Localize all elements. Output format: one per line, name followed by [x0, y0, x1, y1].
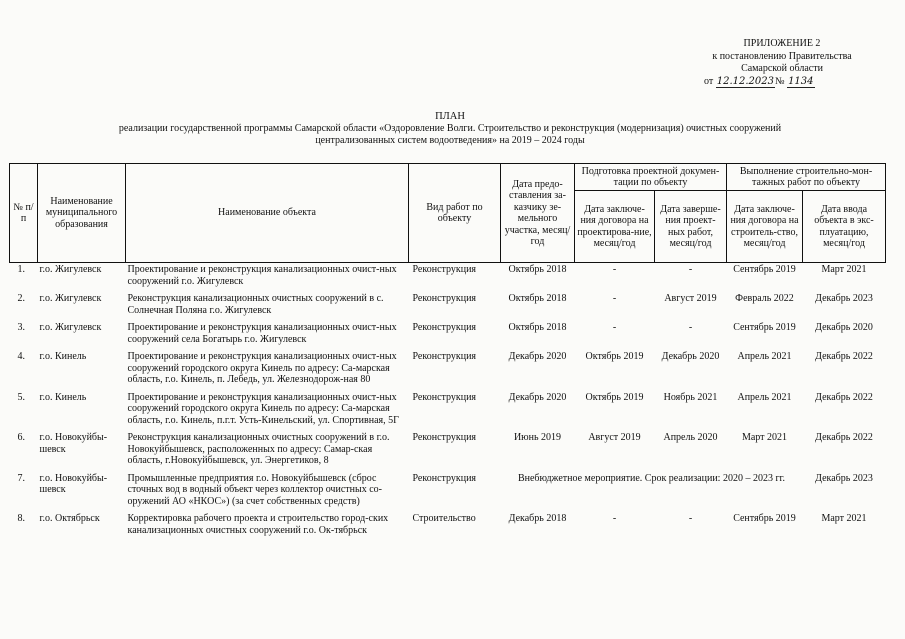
cell-work-type: Реконструкция	[412, 391, 477, 403]
cell-num: 3.	[17, 322, 25, 333]
plan-table	[9, 163, 886, 542]
header-municipality: Наименование муниципального образования	[38, 164, 126, 263]
cell-commissioning: Декабрь 2023	[815, 472, 873, 484]
table-row	[10, 473, 886, 514]
cell-design-done: Ноябрь 2021	[663, 391, 718, 403]
cell-construction-contract: Апрель 2021	[737, 391, 792, 403]
header-num: № п/п	[10, 164, 38, 263]
cell-design-done: Апрель 2020	[663, 432, 718, 443]
appendix-signature-line	[702, 76, 862, 89]
appendix-date: 12.12.2023	[716, 75, 775, 87]
cell-commissioning: Март 2021	[821, 264, 867, 275]
cell-num: 1.	[17, 264, 25, 275]
cell-construction-contract: Апрель 2021	[737, 351, 792, 362]
cell-construction-contract: Февраль 2022	[735, 293, 794, 304]
header-land-date: Дата предо-ставления за-казчику зе-мельного участка, месяц/год	[501, 164, 575, 263]
cell-municipality: г.о. Новокуйбы-шевск	[39, 432, 108, 455]
cell-commissioning: Декабрь 2022	[815, 391, 873, 403]
header-work-type: Вид работ по объекту	[409, 164, 501, 263]
cell-commissioning: Декабрь 2022	[815, 351, 873, 362]
cell-commissioning: Декабрь 2022	[815, 432, 873, 443]
cell-land-date: Октябрь 2018	[508, 293, 567, 304]
cell-design-done: -	[688, 322, 693, 333]
cell-object: Реконструкция канализационных очистных сооружений в с. Солнечная Поляна г.о. Жигулевск	[127, 293, 384, 316]
cell-construction-contract: Сентябрь 2019	[733, 322, 796, 333]
cell-num: 4.	[17, 351, 25, 362]
cell-design-contract: -	[612, 293, 617, 304]
table-row	[10, 351, 886, 392]
cell-construction-contract: Сентябрь 2019	[733, 264, 796, 275]
cell-design-done: Август 2019	[664, 293, 717, 304]
document-heading	[110, 111, 790, 147]
table-row	[10, 513, 886, 542]
table-row	[10, 263, 886, 294]
cell-work-type: Строительство	[412, 513, 476, 524]
header-design-contract: Дата заключе-ния договора на проектирова-ние, месяц/год	[575, 191, 655, 263]
cell-design-contract: -	[612, 264, 617, 275]
cell-num: 2.	[17, 293, 25, 304]
cell-work-type: Реконструкция	[412, 472, 477, 484]
appendix-line-region: Самарской области	[741, 63, 823, 74]
cell-num: 8.	[17, 513, 25, 524]
cell-object: Проектирование и реконструкция канализационных очист-ных сооружений городского округа Кинель по адресу: Са-марская область, г.о. Кинель, п.г.т. Усть-Кинельский, ул. Спортивная, 5Г	[127, 391, 399, 426]
cell-object: Корректировка рабочего проекта и строительство город-ских канализационных очистных сооружений г.о. Ок-тябрьск	[127, 513, 389, 536]
cell-design-contract: Октябрь 2019	[585, 351, 644, 362]
cell-work-type: Реконструкция	[412, 322, 477, 333]
cell-object: Промышленные предприятия г.о. Новокуйбышевск (сброс сточных вод в водный объект через коллектор очистных со-оружений АО «НКОС») (за счет собственных средств)	[127, 472, 382, 507]
cell-work-type: Реконструкция	[412, 351, 477, 362]
cell-municipality: г.о. Кинель	[39, 391, 87, 403]
cell-design-done: -	[688, 264, 693, 275]
cell-object: Проектирование и реконструкция канализационных очист-ных сооружений городского округа Кинель по адресу: Са-марская область, г.о. Кинель, п. Лебедь, ул. Железнодорож-ная 80	[127, 351, 397, 385]
header-design-done: Дата заверше-ния проект-ных работ, месяц/год	[655, 191, 727, 263]
cell-construction-contract: Март 2021	[741, 432, 788, 443]
header-construction-group: Выполнение строительно-мон-тажных работ по объекту	[727, 164, 886, 191]
cell-commissioning: Декабрь 2023	[815, 293, 873, 304]
appendix-number-label: №	[775, 75, 785, 87]
appendix-number: 1134	[788, 75, 814, 87]
cell-design-contract: -	[612, 322, 617, 333]
table-header-row	[10, 164, 886, 191]
header-object: Наименование объекта	[126, 164, 409, 263]
cell-num: 5.	[17, 391, 25, 403]
cell-design-contract: Октябрь 2019	[585, 391, 644, 403]
cell-land-date: Октябрь 2018	[508, 322, 567, 333]
cell-num: 6.	[17, 432, 25, 443]
appendix-line-resolution: к постановлению Правительства	[712, 50, 852, 62]
table-row	[10, 293, 886, 322]
cell-object: Проектирование и реконструкция канализационных очист-ных сооружений г.о. Жигулевск	[127, 264, 397, 287]
cell-municipality: г.о. Октябрьск	[39, 513, 100, 524]
cell-municipality: г.о. Жигулевск	[39, 293, 102, 304]
cell-municipality: г.о. Кинель	[39, 351, 87, 362]
cell-commissioning: Март 2021	[821, 513, 867, 524]
appendix-from-label: от	[704, 75, 714, 87]
cell-work-type: Реконструкция	[412, 293, 477, 304]
table-row	[10, 322, 886, 351]
cell-land-date: Июнь 2019	[513, 432, 562, 443]
cell-municipality: г.о. Новокуйбы-шевск	[39, 472, 108, 495]
cell-extrabudgetary-note: Внебюджетное мероприятие. Срок реализации: 2020 – 2023 гг.	[517, 472, 786, 484]
appendix-title: ПРИЛОЖЕНИЕ 2	[743, 38, 821, 49]
cell-design-done: -	[688, 513, 693, 524]
cell-municipality: г.о. Жигулевск	[39, 264, 102, 275]
cell-commissioning: Декабрь 2020	[815, 322, 873, 333]
cell-land-date: Декабрь 2020	[508, 391, 567, 403]
cell-land-date: Октябрь 2018	[508, 264, 567, 275]
cell-land-date: Декабрь 2020	[508, 351, 567, 362]
cell-design-contract: -	[612, 513, 617, 524]
header-commissioning: Дата ввода объекта в экс-плуатацию, месяц/год	[803, 191, 886, 263]
table-row	[10, 392, 886, 433]
cell-municipality: г.о. Жигулевск	[39, 322, 102, 333]
cell-land-date: Декабрь 2018	[508, 513, 567, 524]
cell-object: Реконструкция канализационных очистных сооружений в г.о. Новокуйбышевск, расположенных по адресу: Самар-ская область, г.Новокуйбышевск, ул. Энергетиков, 8	[127, 432, 390, 466]
cell-design-contract: Август 2019	[588, 432, 641, 443]
cell-work-type: Реконструкция	[412, 432, 477, 443]
cell-design-done: Декабрь 2020	[661, 351, 720, 362]
plan-subtitle: реализации государственной программы Самарской области «Оздоровление Волги. Строительство и реконструкция (модернизация) очистных сооружений централизованных систем водоотведения» на 2019 – 2024 годы	[118, 123, 782, 146]
cell-object: Проектирование и реконструкция канализационных очист-ных сооружений села Богатырь г.о. Жигулевск	[127, 322, 397, 345]
table-row	[10, 432, 886, 473]
cell-construction-contract: Сентябрь 2019	[733, 513, 796, 524]
cell-work-type: Реконструкция	[412, 264, 477, 275]
header-construction-contract: Дата заключе-ния договора на строитель-ство, месяц/год	[727, 191, 803, 263]
appendix-block	[702, 38, 862, 88]
plan-title: ПЛАН	[435, 111, 465, 122]
cell-num: 7.	[17, 472, 25, 484]
header-design-group: Подготовка проектной докумен-тации по объекту	[575, 164, 727, 191]
